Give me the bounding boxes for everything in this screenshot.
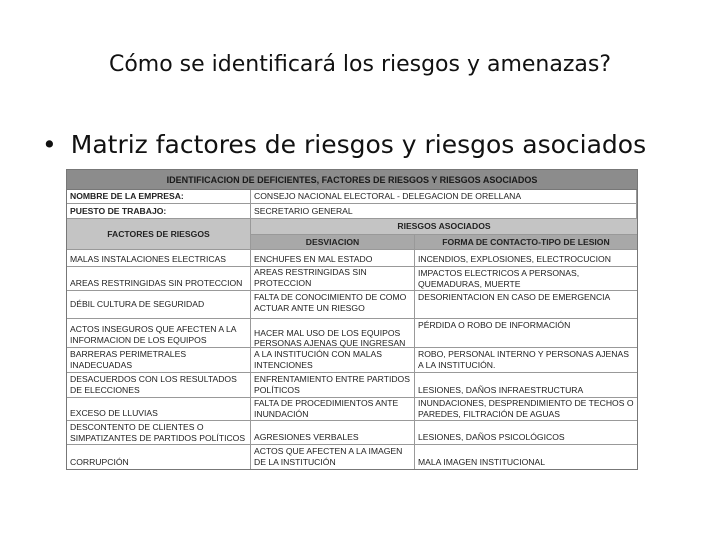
deviation-cell: ENCHUFES EN MAL ESTADO — [251, 250, 415, 266]
contact-cell: DESORIENTACION EN CASO DE EMERGENCIA — [418, 292, 611, 302]
contact-cell: LESIONES, DAÑOS PSICOLÓGICOS — [418, 432, 565, 442]
deviation-cell: ENFRENTAMIENTO ENTRE PARTIDOS POLÍTICOS — [251, 373, 415, 397]
factor-cell: BARRERAS PERIMETRALES INADECUADAS — [67, 348, 251, 372]
factor-cell: EXCESO DE LLUVIAS — [67, 398, 251, 420]
contact-cell: MALA IMAGEN INSTITUCIONAL — [418, 457, 546, 467]
contact-cell: IMPACTOS ELECTRICOS A PERSONAS, QUEMADURAS, MUERTE — [418, 268, 580, 289]
column-header-row — [67, 219, 637, 250]
deviation-cell: ACTOS QUE AFECTEN A LA IMAGEN DE LA INSTITUCIÓN — [251, 445, 415, 469]
bullet-dot-icon: • — [42, 130, 57, 159]
deviation-cell: AREAS RESTRINGIDAS SIN PROTECCION — [251, 267, 415, 290]
table-row — [67, 338, 637, 373]
factor-cell: CORRUPCIÓN — [67, 445, 251, 469]
contact-cell: INCENDIOS, EXPLOSIONES, ELECTROCUCION — [418, 254, 611, 264]
table-row — [67, 250, 637, 267]
factor-cell: DESACUERDOS CON LOS RESULTADOS DE ELECCIONES — [67, 373, 251, 397]
contact-cell: LESIONES, DAÑOS INFRAESTRUCTURA — [418, 385, 584, 395]
post-row — [67, 204, 637, 219]
table-row — [67, 398, 637, 421]
table-row — [67, 291, 637, 319]
table-row — [67, 267, 637, 291]
table-row — [67, 445, 637, 469]
matrix-header: IDENTIFICACION DE DEFICIENTES, FACTORES DE RIESGOS Y RIESGOS ASOCIADOS — [67, 170, 637, 190]
factor-cell: MALAS INSTALACIONES ELECTRICAS — [67, 250, 251, 266]
deviation-cell: FALTA DE CONOCIMIENTO DE COMO ACTUAR ANTE UN RIESGO — [251, 291, 415, 318]
company-label: NOMBRE DE LA EMPRESA: — [67, 190, 251, 203]
table-row — [67, 421, 637, 445]
contact-cell: INUNDACIONES, DESPRENDIMIENTO DE TECHOS O PAREDES, FILTRACIÓN DE AGUAS — [418, 398, 634, 419]
deviation-cell: AGRESIONES VERBALES — [251, 421, 415, 444]
factor-cell: ACTOS INSEGUROS QUE AFECTEN A LA INFORMACION DE LOS EQUIPOS — [67, 319, 251, 347]
company-value: CONSEJO NACIONAL ELECTORAL - DELEGACION DE ORELLANA — [251, 190, 637, 203]
factor-cell: DESCONTENTO DE CLIENTES O SIMPATIZANTES DE PARTIDOS POLÍTICOS — [67, 421, 251, 444]
deviation-cell: HACER MAL USO DE LOS EQUIPOS — [251, 319, 415, 347]
bullet-item — [42, 130, 646, 159]
post-label: PUESTO DE TRABAJO: — [67, 204, 251, 218]
slide-title: Cómo se identificará los riesgos y amenazas? — [108, 52, 612, 77]
factor-cell: DÉBIL CULTURA DE SEGURIDAD — [67, 291, 251, 318]
col-assoc-header: RIESGOS ASOCIADOS — [251, 219, 637, 235]
risk-matrix-table — [66, 169, 638, 470]
deviation-cell: FALTA DE PROCEDIMIENTOS ANTE INUNDACIÓN — [251, 398, 415, 420]
contact-cell: PÉRDIDA O ROBO DE INFORMACIÓN — [418, 320, 571, 330]
deviation-cell: PERSONAS AJENAS QUE INGRESAN A LA INSTITUCIÓN CON MALAS INTENCIONES — [251, 348, 415, 372]
col-factors-header: FACTORES DE RIESGOS — [67, 219, 251, 249]
col-deviation-header: DESVIACION — [251, 235, 415, 249]
table-row — [67, 373, 637, 398]
factor-cell: AREAS RESTRINGIDAS SIN PROTECCION — [67, 267, 251, 290]
company-row — [67, 190, 637, 204]
col-contact-header: FORMA DE CONTACTO-TIPO DE LESION — [415, 235, 637, 249]
bullet-text: Matriz factores de riesgos y riesgos asociados — [70, 130, 647, 159]
contact-cell: ROBO, PERSONAL INTERNO Y PERSONAS AJENAS A LA INSTITUCIÓN. — [418, 349, 629, 370]
post-value: SECRETARIO GENERAL — [251, 204, 637, 218]
